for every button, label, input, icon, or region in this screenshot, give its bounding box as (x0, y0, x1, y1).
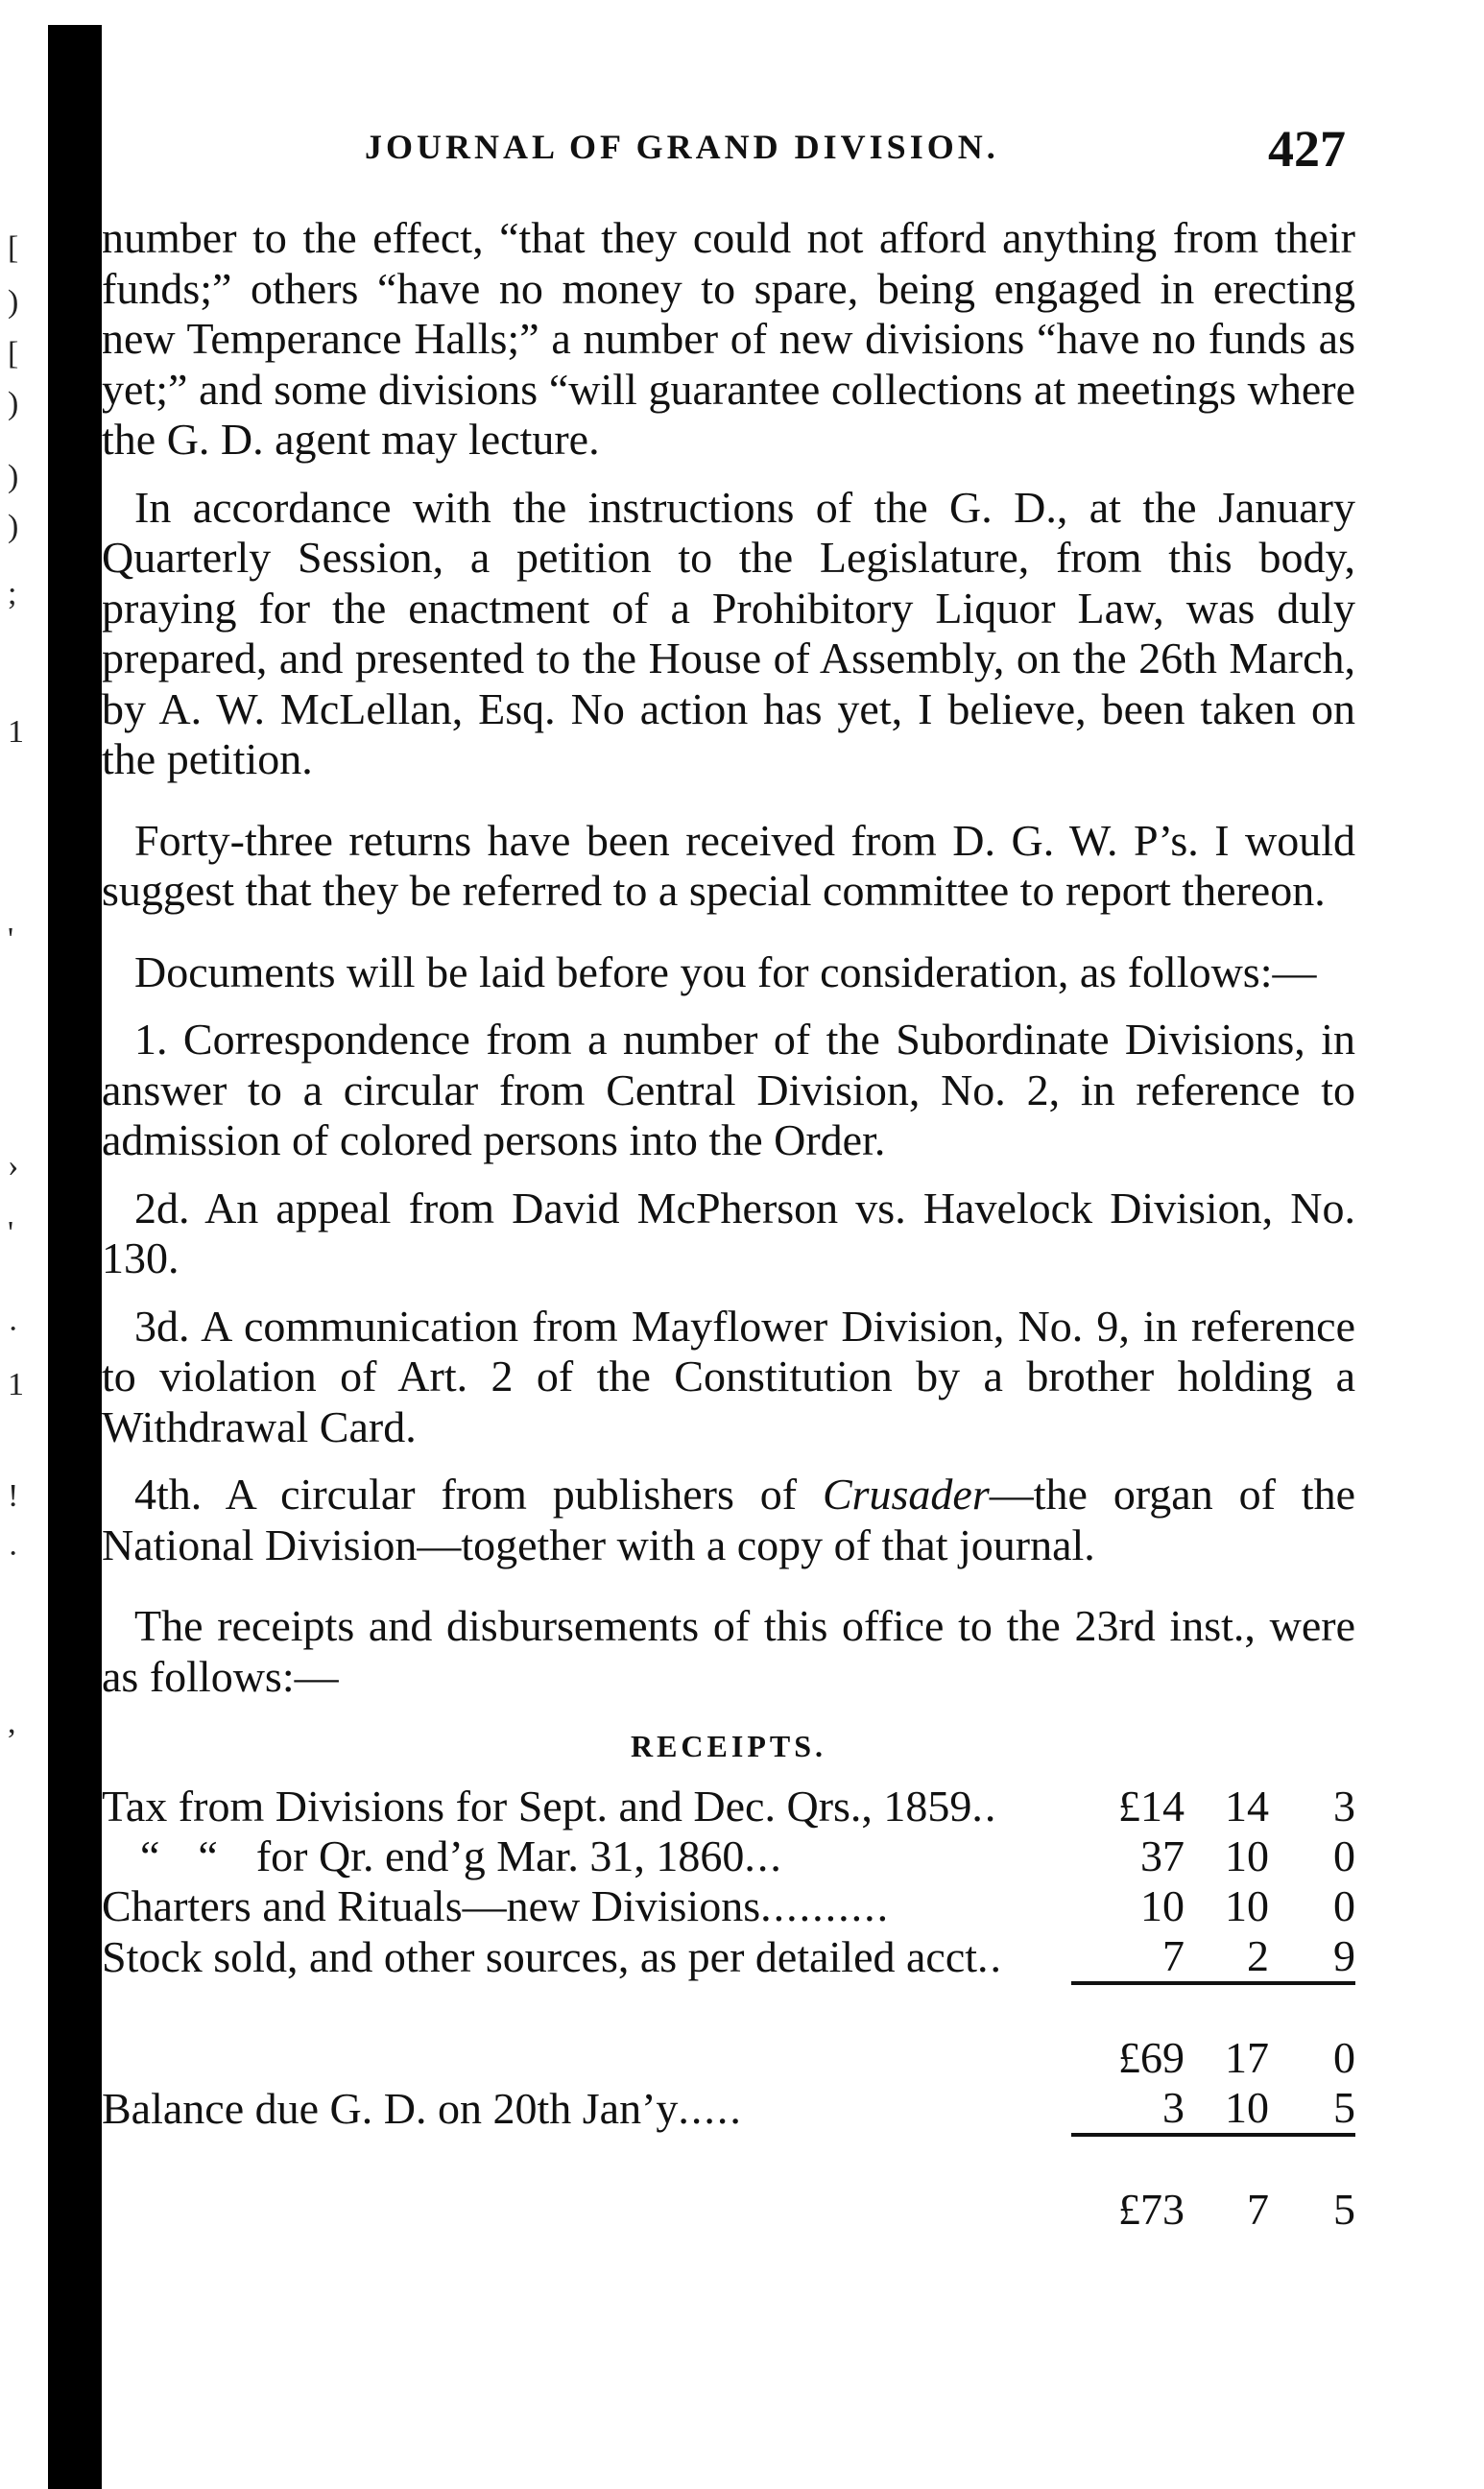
subtotal-pence: 0 (1333, 2032, 1355, 2082)
subtotal-row (102, 2033, 1355, 2083)
receipt-description: “ “ for Qr. end’g Mar. 31, 1860... (140, 1831, 783, 1880)
receipt-pounds: 7 (1162, 1930, 1185, 1980)
subtotal-shillings: 17 (1225, 2032, 1269, 2082)
receipt-pounds: £14 (1118, 1781, 1185, 1831)
receipt-pence: 3 (1333, 1781, 1355, 1831)
receipt-pence: 9 (1333, 1930, 1355, 1980)
total-shillings: 7 (1247, 2184, 1269, 2234)
paragraph-4th (102, 1470, 1355, 1570)
para-4th-before: 4th. A circular from publishers of (134, 1470, 823, 1519)
balance-shillings: 10 (1225, 2082, 1269, 2132)
receipt-shillings: 10 (1225, 1831, 1269, 1880)
subtotal-pounds: £69 (1118, 2032, 1185, 2082)
paragraph: number to the effect, “that they could not afford anything from their funds;” others “have no money to spare, being engaged in erecting new Temperance Halls;” a number of new divisions “have no funds as yet;” and some divisions “will guarantee collections at meetings where the G. D. agent may lecture. (102, 213, 1355, 464)
binding-gutter (48, 25, 102, 2489)
total-pounds: £73 (1118, 2184, 1185, 2234)
receipt-shillings: 14 (1225, 1781, 1269, 1831)
balance-pounds: 3 (1162, 2082, 1185, 2132)
running-head: JOURNAL OF GRAND DIVISION. (365, 128, 999, 166)
balance-pence: 5 (1333, 2082, 1355, 2132)
paragraph: 3d. A communication from Mayflower Division, No. 9, in reference to violation of Art. 2 of the Constitution by a brother holding a Withdrawal Card. (102, 1301, 1355, 1451)
receipt-pence: 0 (1333, 1880, 1355, 1930)
paragraph: 2d. An appeal from David McPherson vs. Havelock Division, No. 130. (102, 1183, 1355, 1282)
total-pence: 5 (1333, 2184, 1355, 2234)
paragraph: In accordance with the instructions of the G. D., at the January Quarterly Session, a petition to the Legislature, from this body, praying for the enactment of a Prohibitory Liquor Law, was duly prepared, and presented to the House of Assembly, on the 26th March, by A. W. McLellan, Esq. No action has yet, I believe, been taken on the petition. (102, 482, 1355, 783)
receipt-description: Stock sold, and other sources, as per detailed acct.. (102, 1931, 1004, 1981)
receipt-description: Charters and Rituals—new Divisions.......... (102, 1880, 891, 1930)
table-row (102, 1782, 1355, 1831)
paragraph: Documents will be laid before you for consideration, as follows:— (134, 946, 1317, 996)
total-rule (102, 2135, 1355, 2185)
table-row (102, 1881, 1355, 1931)
sum-rule (102, 1983, 1355, 2033)
total-row (102, 2185, 1355, 2235)
balance-description: Balance due G. D. on 20th Jan’y..... (102, 2083, 743, 2133)
table-row (102, 1831, 1355, 1881)
paragraph: Forty-three returns have been received from D. G. W. P’s. I would suggest that they be referred to a special committee to report thereon. (102, 815, 1355, 915)
receipts-heading: RECEIPTS. (630, 1729, 827, 1763)
receipts-table (102, 1782, 1355, 2235)
balance-row (102, 2083, 1355, 2135)
periodical-title: Crusader (822, 1470, 990, 1519)
margin-marks: [ ) [ ) ) ) ; 1 ' › ' · 1 ! · , (8, 230, 24, 1740)
receipts-intro: The receipts and disbursements of this office to the 23rd inst., were as follows:— (102, 1601, 1355, 1701)
receipt-shillings: 2 (1247, 1930, 1269, 1980)
receipt-description: Tax from Divisions for Sept. and Dec. Qrs., 1859.. (102, 1781, 998, 1831)
receipt-pence: 0 (1333, 1831, 1355, 1880)
page-number: 427 (1268, 120, 1346, 178)
receipt-pounds: 37 (1140, 1831, 1185, 1880)
paragraph: 1. Correspondence from a number of the Subordinate Divisions, in answer to a circular from Central Division, No. 2, in reference to admission of colored persons into the Order. (102, 1015, 1355, 1164)
table-row (102, 1931, 1355, 1983)
page-body (102, 213, 1355, 2235)
receipt-shillings: 10 (1225, 1880, 1269, 1930)
receipt-pounds: 10 (1140, 1880, 1185, 1930)
para-4th-after: —the organ of the National Division—together with a copy of that journal. (102, 1470, 1355, 1569)
page-header (96, 119, 1346, 188)
